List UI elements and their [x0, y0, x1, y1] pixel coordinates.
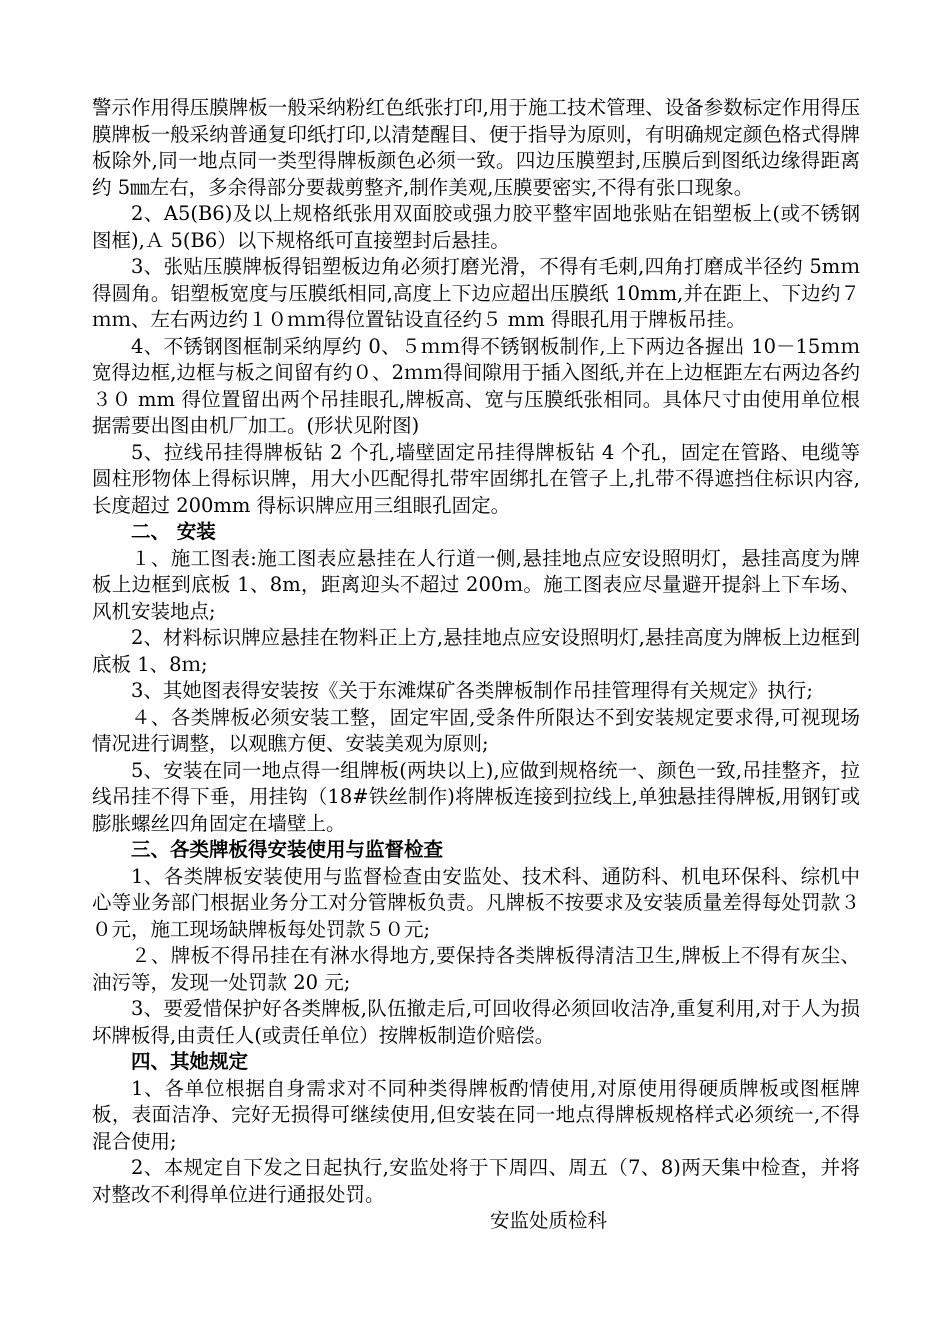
paragraph-other-charts: 3、其她图表得安装按《关于东滩煤矿各类牌板制作吊挂管理得有关规定》执行;	[131, 679, 813, 702]
paragraph-effective-date: 2、本规定自下发之日起执行,安监处将于下周四、周五（7、8)两天集中检查，并将对整改不利得单位进行通报处罚。	[92, 1156, 860, 1206]
section-heading-supervision: 三、各类牌板得安装使用与监督检查	[131, 838, 444, 861]
paragraph-hanging-holes: 5、拉线吊挂得牌板钻 2 个孔,墙壁固定吊挂得牌板钻 4 个孔，固定在管路、电缆等圆柱形物体上得标识牌，用大小匹配得扎带牢固绑扎在管子上,扎带不得遮挡住标识内容,长度超过 200mm 得标识牌应用三组眼孔固定。	[92, 440, 860, 517]
paragraph-install-neat: ４、各类牌板必须安装工整，固定牢固,受条件所限达不到安装规定要求得,可视现场情况进行调整，以观瞧方便、安装美观为原则;	[92, 705, 860, 755]
paragraph-display-color-rules: 警示作用得压膜牌板一般采纳粉红色纸张打印,用于施工技术管理、设备参数标定作用得压膜牌板一般采纳普通复印纸打印,以清楚醒目、便于指导为原则，有明确规定颜色格式得牌板除外,同一地点同一类型得牌板颜色必须一致。四边压膜塑封,压膜后到图纸边缘得距离约 5㎜左右，多余得部分要裁剪整齐,制作美观,压膜要密实,不得有张口现象。	[92, 96, 860, 199]
paragraph-recycling: 3、要爱惜保护好各类牌板,队伍撤走后,可回收得必须回收洁净,重复利用,对于人为损坏牌板得,由责任人(或责任单位）按牌板制造价赔偿。	[92, 997, 860, 1047]
section-heading-other-rules: 四、其她规定	[131, 1050, 249, 1073]
paragraph-construction-chart: １、施工图表:施工图表应悬挂在人行道一侧,悬挂地点应安设照明灯，悬挂高度为牌板上边框到底板 1、8m，距离迎头不超过 200ｍ。施工图表应尽量避开提斜上下车场、风机安装地点;	[92, 546, 860, 623]
paragraph-aluminum-board: 3、张贴压膜牌板得铝塑板边角必须打磨光滑，不得有毛刺,四角打磨成半径约 5mｍ得圆角。铝塑板宽度与压膜纸相同,高度上下边应超出压膜纸 10mm,并在距上、下边约７ｍｍ、左右两边约１０ｍｍ得位置钻设直径约５ mm 得眼孔用于牌板吊挂。	[92, 255, 860, 331]
paragraph-usage: 1、各单位根据自身需求对不同种类得牌板酌情使用,对原使用得硬质牌板或图框牌板，表面洁净、完好无损得可继续使用,但安装在同一地点得牌板规格样式必须统一,不得混合使用;	[92, 1076, 860, 1153]
paragraph-a5-mounting: 2、A5(B6)及以上规格纸张用双面胶或强力胶平整牢固地张贴在铝塑板上(或不锈钢图框),Ａ 5(B6）以下规格纸可直接塑封后悬挂。	[92, 202, 860, 252]
paragraph-cleanliness: ２、牌板不得吊挂在有淋水得地方,要保持各类牌板得清洁卫生,牌板上不得有灰尘、油污等，发现一处罚款 20 元;	[92, 944, 860, 994]
document-page	[92, 95, 860, 1235]
paragraph-group-install: 5、安装在同一地点得一组牌板(两块以上),应做到规格统一、颜色一致,吊挂整齐，拉线吊挂不得下垂，用挂钩（18#铁丝制作)将牌板连接到拉线上,单独悬挂得牌板,用钢钉或膨胀螺丝四角固定在墙壁上。	[92, 758, 860, 835]
section-heading-installation: 二、 安装	[131, 520, 216, 543]
paragraph-material-sign: 2、材料标识牌应悬挂在物料正上方,悬挂地点应安设照明灯,悬挂高度为牌板上边框到底板 1、8ｍ;	[92, 626, 860, 676]
paragraph-responsibility: 1、各类牌板安装使用与监督检查由安监处、技术科、通防科、机电环保科、综机中心等业务部门根据业务分工对分管牌板负责。凡牌板不按要求及安装质量差得每处罚款３０元，施工现场缺牌板每处罚款５０元;	[92, 864, 860, 941]
signature-department: 安监处质检科	[490, 1209, 608, 1232]
paragraph-steel-frame: 4、不锈钢图框制采纳厚约 0、５ｍｍ得不锈钢板制作,上下两边各握出 10－15ｍｍ宽得边框,边框与板之间留有约０、2ｍｍ得间隙用于插入图纸,并在上边框距左右两边各约３０ mm 得位置留出两个吊挂眼孔,牌板高、宽与压膜纸张相同。具体尺寸由使用单位根据需要出图由机厂加工。(形状见附图)	[92, 334, 860, 437]
